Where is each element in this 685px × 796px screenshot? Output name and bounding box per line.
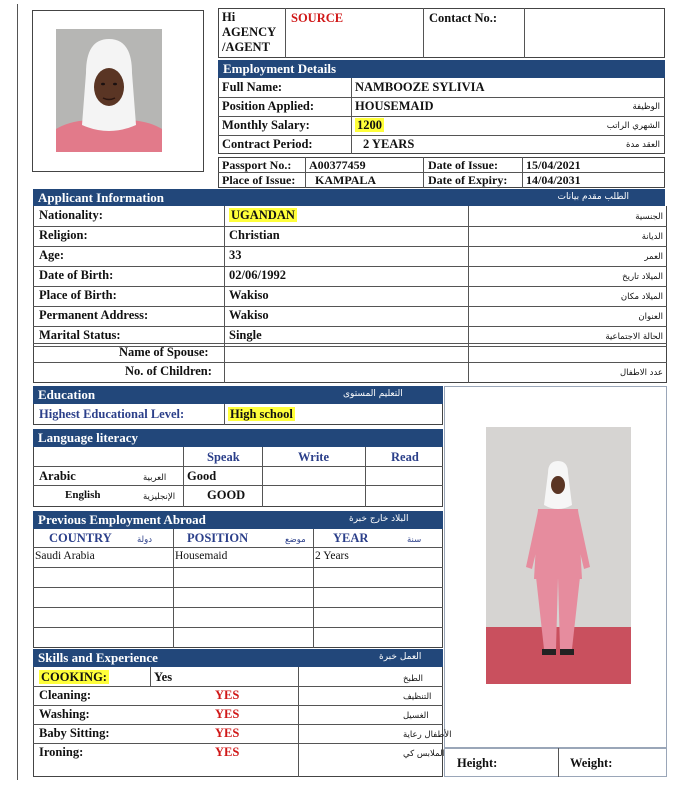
applicant-arabic: العنوان <box>638 312 663 322</box>
skill-label: Baby Sitting: <box>39 726 110 740</box>
applicant-value: Single <box>229 328 262 342</box>
employment-details-header: Employment Details <box>218 60 665 78</box>
position-header: POSITION <box>187 531 249 545</box>
weight-label: Weight: <box>570 756 613 770</box>
applicant-value: UGANDAN <box>231 208 295 222</box>
salary-label: Monthly Salary: <box>222 118 310 132</box>
applicant-label: Nationality: <box>39 208 103 222</box>
contact-label: Contact No.: <box>429 11 498 25</box>
applicant-value: 02/06/1992 <box>229 268 286 282</box>
arabic-speak-value: Good <box>187 469 217 483</box>
passport-value: A00377459 <box>309 158 366 172</box>
applicant-value: Wakiso <box>229 308 269 322</box>
previous-country: Saudi Arabia <box>35 550 95 562</box>
salary-arabic: الشهري الراتب <box>606 121 660 131</box>
height-label: Height: <box>457 756 498 770</box>
education-level-value: High school <box>230 407 293 421</box>
education-header: Education التعليم المستوى <box>33 386 443 404</box>
previous-years: 2 Years <box>315 550 349 562</box>
previous-employment-arabic: البلاد خارج خبرة <box>349 514 409 524</box>
applicant-label: Marital Status: <box>39 328 121 342</box>
skill-value: YES <box>215 726 240 740</box>
contract-value: 2 YEARS <box>363 137 415 151</box>
year-header: YEAR <box>333 531 369 545</box>
full-name-label: Full Name: <box>222 80 283 94</box>
portrait-photo <box>56 29 162 152</box>
cooking-arabic: الطبخ <box>403 674 423 684</box>
skills-arabic: العمل خبرة <box>379 652 422 662</box>
english-label: English <box>65 489 101 501</box>
expiry-value: 14/04/2031 <box>526 173 581 187</box>
position-arabic: الوظيفة <box>632 102 660 112</box>
english-arabic: الإنجليزية <box>143 492 176 502</box>
skill-arabic: الأطفال رعاية <box>403 730 452 740</box>
position-label: Position Applied: <box>222 99 315 113</box>
applicant-value: Wakiso <box>229 288 269 302</box>
write-header: Write <box>298 450 330 464</box>
issue-date-label: Date of Issue: <box>428 158 498 172</box>
applicant-label: Religion: <box>39 228 88 242</box>
cooking-value: Yes <box>154 670 173 684</box>
skill-value: YES <box>215 688 240 702</box>
contract-label: Contract Period: <box>222 137 313 151</box>
skill-label: Cleaning: <box>39 688 92 702</box>
applicant-label: Place of Birth: <box>39 288 117 302</box>
previous-position: Housemaid <box>175 550 228 562</box>
country-arabic: دولة <box>137 535 153 545</box>
applicant-value: 33 <box>229 248 242 262</box>
passport-label: Passport No.: <box>222 158 292 172</box>
spouse-label: Name of Spouse: <box>119 345 209 359</box>
applicant-label: Age: <box>39 248 64 262</box>
arabic-arabic: العربية <box>143 473 167 483</box>
skill-arabic: الغسيل <box>403 711 429 721</box>
full-name-value: NAMBOOZE SYLIVIA <box>355 80 485 94</box>
applicant-arabic: العمر <box>644 252 663 262</box>
position-arabic-header: موضع <box>285 535 306 545</box>
applicant-info-arabic: الطلب مقدم بيانات <box>557 192 629 202</box>
cooking-label: COOKING: <box>41 670 107 684</box>
skill-label: Washing: <box>39 707 90 721</box>
applicant-label: Date of Birth: <box>39 268 114 282</box>
skill-arabic: الملابس كي <box>403 749 445 759</box>
applicant-arabic: الميلاد تاريخ <box>622 272 663 282</box>
place-issue-label: Place of Issue: <box>222 173 296 187</box>
skill-value: YES <box>215 707 240 721</box>
education-arabic: التعليم المستوى <box>343 389 403 399</box>
position-value: HOUSEMAID <box>355 99 434 113</box>
source-label: SOURCE <box>291 11 344 25</box>
expiry-label: Date of Expiry: <box>428 173 508 187</box>
read-header: Read <box>391 450 419 464</box>
skill-label: Ironing: <box>39 745 84 759</box>
country-header: COUNTRY <box>49 531 112 545</box>
skill-value: YES <box>215 745 240 759</box>
applicant-label: Permanent Address: <box>39 308 149 322</box>
contract-arabic: العقد مدة <box>626 140 660 150</box>
applicant-arabic: الجنسية <box>635 212 663 222</box>
language-header: Language literacy <box>33 429 443 447</box>
applicant-arabic: الديانة <box>641 232 663 242</box>
children-label: No. of Children: <box>125 364 212 378</box>
skill-arabic: التنظيف <box>403 692 432 702</box>
english-speak-value: GOOD <box>207 488 246 502</box>
full-body-photo <box>486 427 631 684</box>
applicant-arabic: الحالة الاجتماعية <box>605 332 663 342</box>
arabic-label: Arabic <box>39 469 76 483</box>
applicant-arabic: الميلاد مكان <box>620 292 663 302</box>
hi-agency-label: Hi AGENCY /AGENT <box>222 10 277 54</box>
applicant-value: Christian <box>229 228 280 242</box>
issue-date-value: 15/04/2021 <box>526 158 581 172</box>
education-level-label: Highest Educational Level: <box>39 407 185 421</box>
salary-value: 1200 <box>357 118 382 132</box>
previous-employment-header: Previous Employment Abroad البلاد خارج خبرة <box>33 511 443 529</box>
applicant-info-header: Applicant Information الطلب مقدم بيانات <box>33 189 665 206</box>
skills-header: Skills and Experience العمل خبرة <box>33 649 443 667</box>
place-issue-value: KAMPALA <box>315 173 377 187</box>
children-arabic: عدد الاطفال <box>619 368 663 378</box>
year-arabic: سنة <box>407 535 422 545</box>
speak-header: Speak <box>207 450 240 464</box>
